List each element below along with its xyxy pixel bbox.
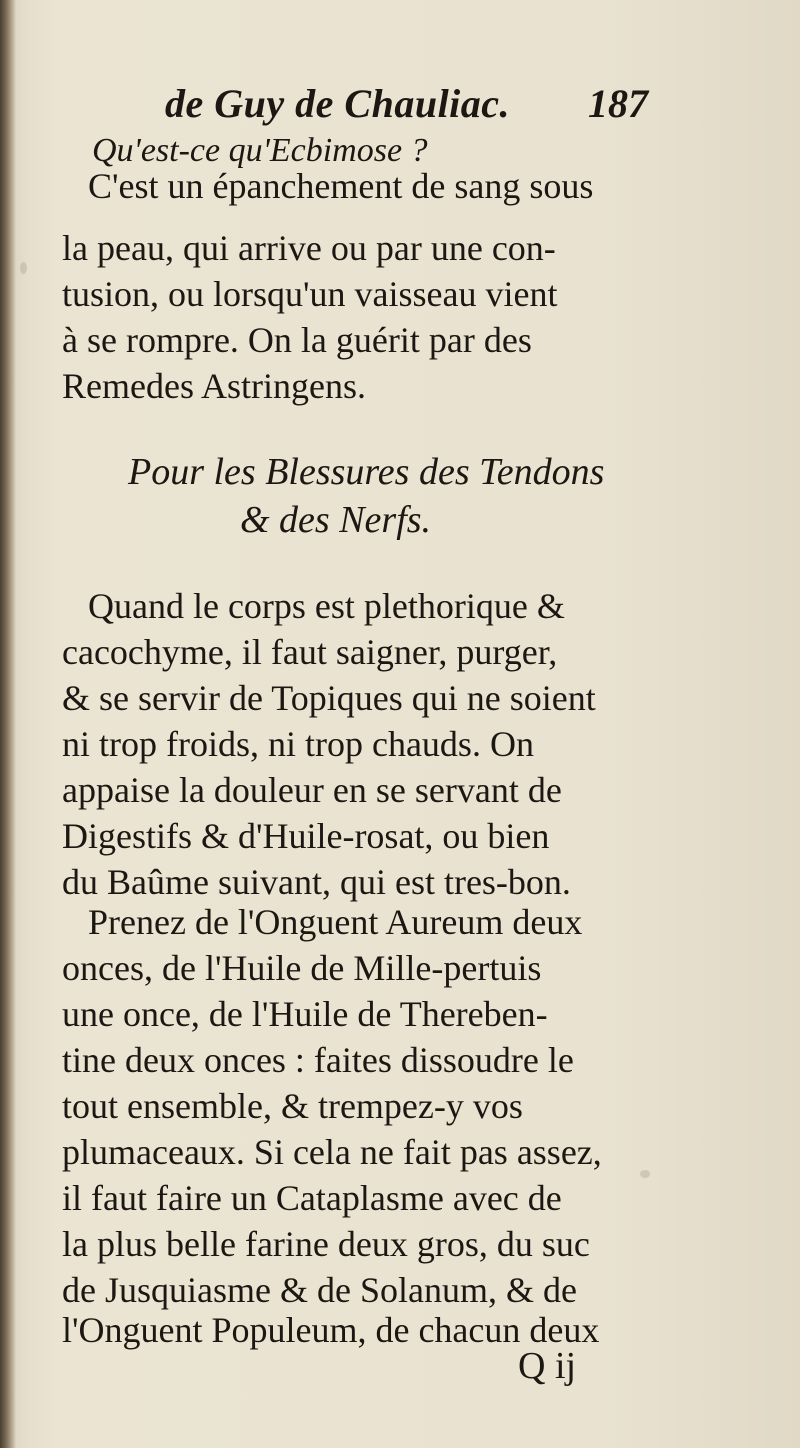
text-line: tout ensemble, & trempez-y vos — [62, 1086, 523, 1126]
text-line: appaise la douleur en se servant de — [62, 770, 562, 810]
text-line: cacochyme, il faut saigner, purger, — [62, 632, 558, 672]
section-heading: Pour les Blessures des Tendons — [128, 451, 605, 493]
text-line: plumaceaux. Si cela ne fait pas assez, — [62, 1132, 602, 1172]
running-head: de Guy de Chauliac. — [165, 81, 511, 126]
catchword: Q ij — [518, 1345, 577, 1387]
text-line: & se servir de Topiques qui ne soient — [62, 678, 596, 718]
binding-edge — [0, 0, 16, 1448]
text-line: l'Onguent Populeum, de chacun deux — [62, 1310, 600, 1350]
text-line: il faut faire un Cataplasme avec de — [62, 1178, 562, 1218]
text-line: Digestifs & d'Huile-rosat, ou bien — [62, 816, 550, 856]
page-header — [0, 74, 800, 134]
page-number: 187 — [588, 81, 648, 126]
text-line: une once, de l'Huile de Thereben- — [62, 994, 548, 1034]
text-line: onces, de l'Huile de Mille-pertuis — [62, 948, 542, 988]
text-line: tine deux onces : faites dissoudre le — [62, 1040, 574, 1080]
text-line: C'est un épanchement de sang sous — [88, 166, 594, 206]
question-heading: Qu'est-ce qu'Ecbimose ? — [92, 132, 428, 169]
text-line: à se rompre. On la guérit par des — [62, 320, 532, 360]
text-line: de Jusquiasme & de Solanum, & de — [62, 1270, 577, 1310]
text-line: Remedes Astringens. — [62, 366, 366, 406]
text-line: Prenez de l'Onguent Aureum deux — [88, 902, 583, 942]
text-line: du Baûme suivant, qui est tres-bon. — [62, 862, 571, 902]
section-heading: & des Nerfs. — [240, 499, 432, 541]
ink-spot — [20, 262, 27, 274]
text-line: Quand le corps est plethorique & — [88, 586, 565, 626]
text-line: ni trop froids, ni trop chauds. On — [62, 724, 534, 764]
text-line: tusion, ou lorsqu'un vaisseau vient — [62, 274, 558, 314]
ink-spot — [640, 1170, 650, 1178]
text-line: la plus belle farine deux gros, du suc — [62, 1224, 590, 1264]
text-line: la peau, qui arrive ou par une con- — [62, 228, 556, 268]
